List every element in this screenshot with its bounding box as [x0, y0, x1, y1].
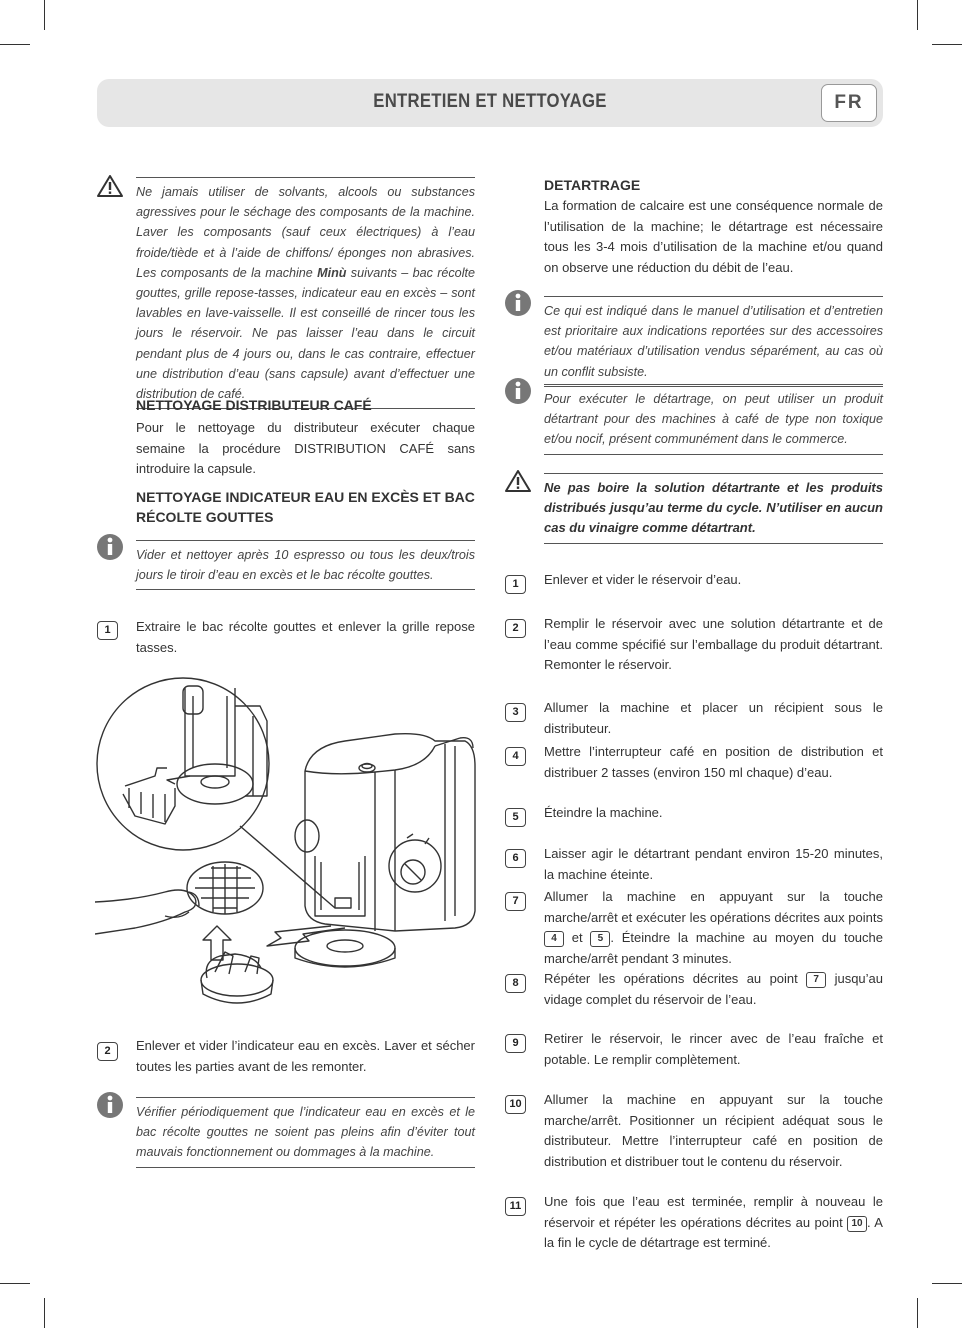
step-text: [544, 887, 883, 969]
step-number: 11: [505, 1197, 526, 1216]
step-number: 5: [505, 808, 526, 827]
step-number: 3: [505, 703, 526, 722]
info-note-check-tray: Vérifier périodiquement que l’indicateur eau en excès et le bac récolte gouttes ne soient pas pleins afin d’éviter tout mauvais fonctionnement ou dommages à la machine.: [136, 1097, 475, 1168]
step-text: Mettre l’interrupteur café en position de distribution et distribuer 2 tasses (environ 150 ml chaque) d’eau.: [544, 744, 883, 780]
warning-note-solvents: [136, 177, 475, 409]
step-text: Laisser agir le détartrant pendant environ 15-20 minutes, la machine éteinte.: [544, 846, 883, 882]
crop-mark: [44, 1298, 45, 1328]
brand-name: Minù: [317, 265, 347, 280]
section-heading-coffee-dispenser: NETTOYAGE DISTRIBUTEUR CAFÉ: [136, 397, 372, 413]
step-number: 8: [505, 974, 526, 993]
section-heading-descaling: DETARTRAGE: [544, 177, 641, 193]
step-text-part: . A la fin le cycle de détartrage est terminé.: [544, 1214, 883, 1250]
step-number: 1: [505, 575, 526, 594]
warning-note-do-not-drink: Ne pas boire la solution détartrante et les produits distribués jusqu’au terme du cycle. N’utiliser en aucun cas du vinaigre comme détartrant.: [544, 473, 883, 544]
step-text: Allumer la machine en appuyant sur la touche marche/arrêt. Positionner un récipient adéquat sous le distributeur. Mettre l’interrupteur café en position de distribution et distribuer tout le contenu du réservoir.: [544, 1092, 883, 1169]
step-text-part: et: [564, 930, 591, 945]
step-reference: 5: [590, 931, 610, 947]
crop-mark: [917, 0, 918, 30]
step-text: [544, 969, 883, 1010]
step-number: 2: [97, 1042, 118, 1061]
step-text-part: Allumer la machine en appuyant sur la touche marche/arrêt et exécuter les opérations décrites aux points: [544, 889, 883, 925]
step-text: Enlever et vider le réservoir d’eau.: [544, 572, 742, 587]
info-icon: [96, 1091, 124, 1119]
info-note-manual-priority: Ce qui est indiqué dans le manuel d’utilisation et d’entretien est prioritaire aux indications reportées sur des accessoires et/ou matériaux d’utilisation vendus séparément, au cas où un conflit subsiste.: [544, 296, 883, 387]
info-icon: [504, 289, 532, 317]
step-reference: 4: [544, 931, 564, 947]
warning-note-text: Ne jamais utiliser de solvants, alcools ou substances agressives pour le séchage des composants de la machine. Laver les composants (sauf ceux électriques) à l’eau froide/tiède et à l’aide de chiffons/ éponges non abrasives. Les composants de la machine: [136, 185, 475, 280]
step-number: 7: [505, 892, 526, 911]
crop-mark: [0, 1283, 30, 1284]
step-text: [544, 1192, 883, 1254]
step-text-part: Une fois que l’eau est terminée, remplir à nouveau le réservoir et répéter les opérations décrites au point: [544, 1194, 883, 1230]
step-text: Enlever et vider l’indicateur eau en excès. Laver et sécher toutes les parties avant de les remonter.: [136, 1038, 475, 1074]
crop-mark: [932, 44, 962, 45]
page-header: [97, 79, 883, 127]
warning-icon: [504, 469, 532, 493]
step-reference: 7: [806, 972, 826, 988]
info-icon: [96, 533, 124, 561]
warning-note-text-end: suivants – bac récolte gouttes, grille repose-tasses, indicateur eau en excès – sont lavables en lave-vaisselle. Il est conseillé de rincer tous les jours le réservoir. Ne pas laisser l’eau dans le circuit pendant plus de 4 jours ou, dans le cas contraire, effectuer une distribution d’eau (sans capsule) avant d’effectuer une distribution de café.: [136, 265, 475, 402]
step-text-part: . Éteindre la machine au moyen du touche marche/arrêt pendant 3 minutes.: [544, 930, 883, 966]
step-text: Extraire le bac récolte gouttes et enlever la grille repose tasses.: [136, 619, 475, 655]
page-title: ENTRETIEN ET NETTOYAGE: [373, 91, 607, 112]
step-number: 4: [505, 747, 526, 766]
info-note-descaler-product: Pour exécuter le détartrage, on peut utiliser un produit détartrant pour des machines à café de type non toxique et/ou nocif, présent communément dans le commerce.: [544, 384, 883, 455]
step-text-part: Répéter les opérations décrites au point: [544, 971, 807, 986]
step-number: 2: [505, 619, 526, 638]
crop-mark: [917, 1298, 918, 1328]
step-text-part: jusqu’au vidage complet du réservoir de l’eau.: [544, 971, 884, 1007]
step-text: Remplir le réservoir avec une solution détartrante et de l’eau comme spécifié sur l’emballage du produit détartrant. Remonter le réservoir.: [544, 616, 883, 672]
step-text: Allumer la machine et placer un récipient sous le distributeur.: [544, 700, 883, 736]
section-body-coffee-dispenser: Pour le nettoyage du distributeur exécuter chaque semaine la procédure DISTRIBUTION CAFÉ sans introduire la capsule.: [136, 420, 475, 476]
step-number: 10: [505, 1095, 526, 1114]
crop-mark: [44, 0, 45, 30]
step-number: 6: [505, 849, 526, 868]
step-text: Retirer le réservoir, le rincer avec de l’eau fraîche et potable. Le remplir complètement.: [544, 1031, 883, 1067]
crop-mark: [0, 44, 30, 45]
info-icon: [504, 377, 532, 405]
step-number: 9: [505, 1034, 526, 1053]
language-badge: FR: [821, 84, 877, 122]
descaling-intro: La formation de calcaire est une conséquence normale de l’utilisation de la machine; le détartrage est nécessaire tous les 3-4 mois d’utilisation de la machine et/ou quand on observe une réduction du débit de l’eau.: [544, 198, 883, 275]
info-note-emptying: Vider et nettoyer après 10 espresso ou tous les deux/trois jours le tiroir d’eau en excès et le bac récolte gouttes.: [136, 540, 475, 590]
step-text: Éteindre la machine.: [544, 805, 663, 820]
step-reference: 10: [847, 1216, 867, 1232]
step-number: 1: [97, 621, 118, 640]
machine-cleaning-illustration: [95, 676, 480, 1016]
heading-line: RÉCOLTE GOUTTES: [136, 509, 274, 525]
warning-icon: [96, 174, 124, 198]
section-heading-drip-tray: [136, 487, 475, 527]
heading-line: NETTOYAGE INDICATEUR EAU EN EXCÈS ET BAC: [136, 489, 475, 505]
crop-mark: [932, 1283, 962, 1284]
